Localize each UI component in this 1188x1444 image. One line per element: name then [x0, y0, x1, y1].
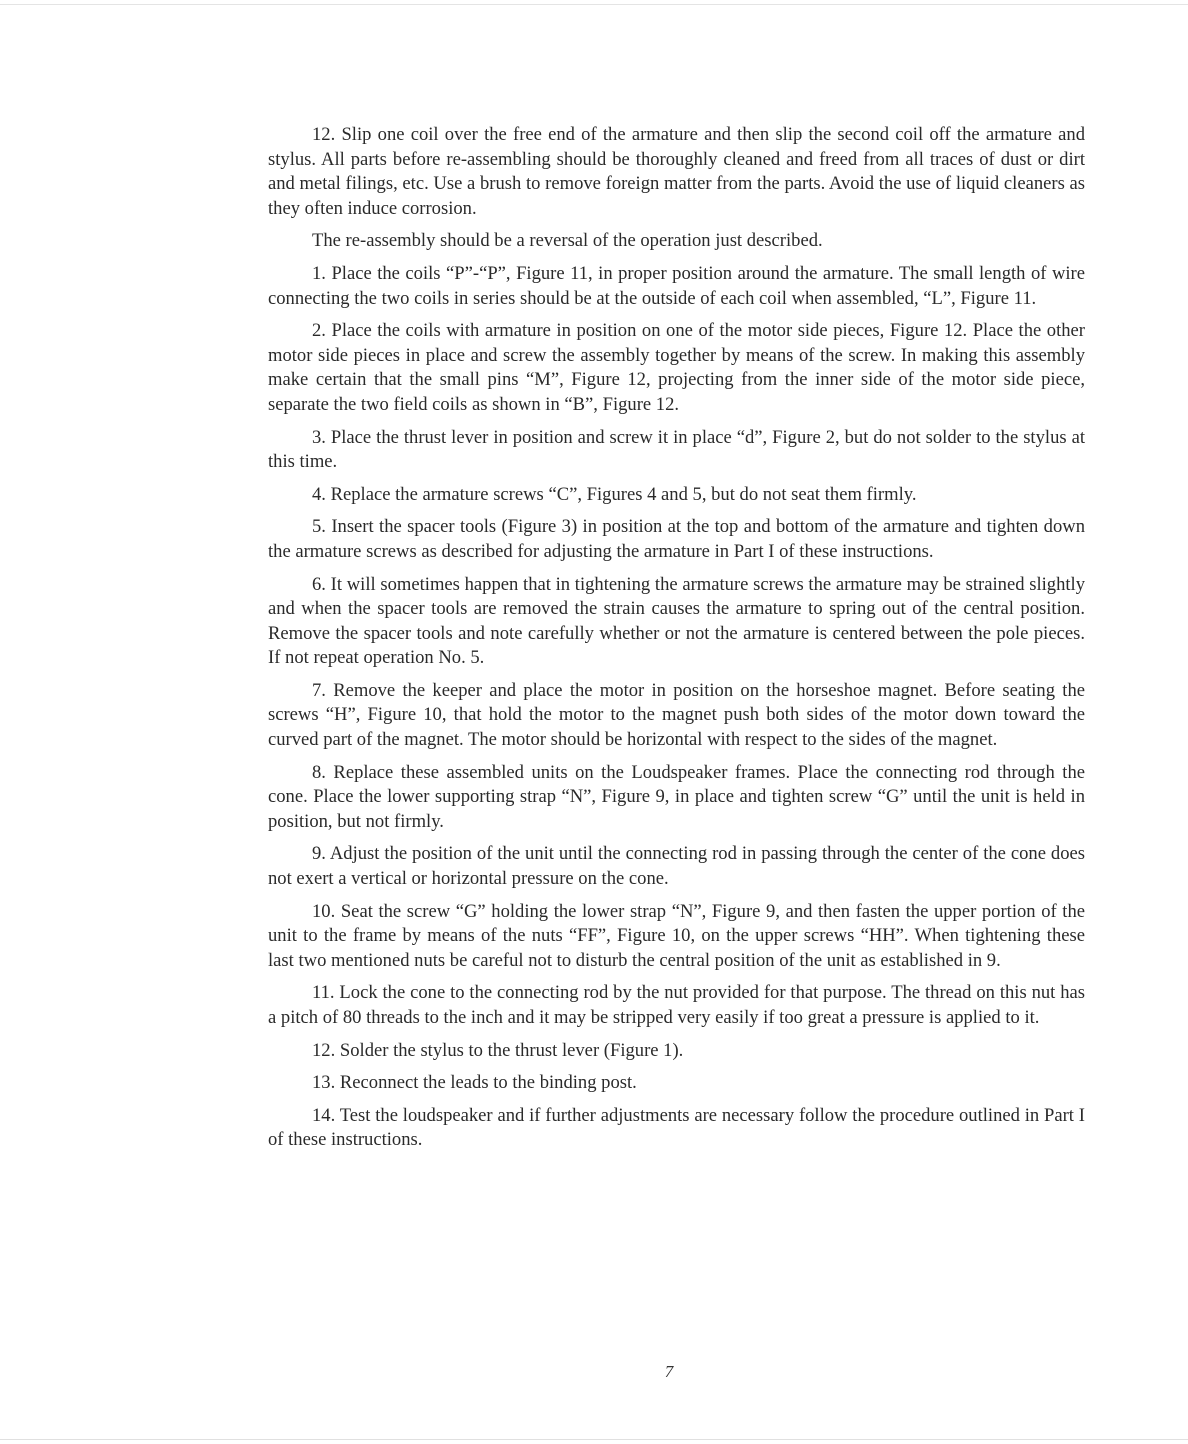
paragraph-step-11: 11. Lock the cone to the connecting rod by the nut provided for that purpose. The thread on this nut has a pitch of 80 threads to the inch and it may be stripped very easily if too great a pressure is applied to it. [268, 982, 1085, 1028]
top-scan-edge [0, 4, 1188, 5]
paragraph-step-12-disassembly: 12. Slip one coil over the free end of the armature and then slip the second coil off the armature and stylus. All parts before re-assembling should be thoroughly cleaned and freed from all traces of dust or dirt and metal filings, etc. Use a brush to remove foreign matter from the parts. Avoid the use of liquid cleaners as they often induce corrosion. [268, 124, 1085, 219]
page-number: 7 [664, 1362, 674, 1381]
paragraph-step-14: 14. Test the loudspeaker and if further adjustments are necessary follow the procedure outlined in Part I of these instructions. [268, 1104, 1085, 1151]
paragraph-step-2: 2. Place the coils with armature in position on one of the motor side pieces, Figure 12. Place the other motor side pieces in place and screw the assembly together by means of the screw. In making this assembly make certain that the small pins “M”, Figure 12, projecting from the inner side of the motor side piece, separate the two field coils as shown in “B”, Figure 12. [268, 320, 1085, 415]
bottom-scan-edge [0, 1439, 1188, 1440]
paragraph-step-5: 5. Insert the spacer tools (Figure 3) in position at the top and bottom of the armature and tighten down the armature screws as described for adjusting the armature in Part I of these instructions. [268, 516, 1085, 562]
document-body [268, 123, 1085, 1161]
paragraph-step-8: 8. Replace these assembled units on the Loudspeaker frames. Place the connecting rod through the cone. Place the lower supporting strap “N”, Figure 9, in place and tighten screw “G” until the unit is held in position, but not firmly. [268, 761, 1085, 832]
paragraph-reassembly-intro: The re-assembly should be a reversal of the operation just described. [312, 230, 823, 252]
paragraph-step-12: 12. Solder the stylus to the thrust lever (Figure 1). [312, 1039, 684, 1061]
paragraph-step-6: 6. It will sometimes happen that in tightening the armature screws the armature may be strained slightly and when the spacer tools are removed the strain causes the armature to spring out of the central position. Remove the spacer tools and note carefully whether or not the armature is centered between the pole pieces. If not repeat operation No. 5. [268, 573, 1085, 669]
paragraph-step-3: 3. Place the thrust lever in position and screw it in place “d”, Figure 2, but do not solder to the stylus at this time. [268, 426, 1085, 473]
paragraph-step-13: 13. Reconnect the leads to the binding post. [312, 1072, 637, 1094]
paragraph-step-4: 4. Replace the armature screws “C”, Figures 4 and 5, but do not seat them firmly. [312, 483, 917, 505]
paragraph-step-1: 1. Place the coils “P”-“P”, Figure 11, in proper position around the armature. The small length of wire connecting the two coils in series should be at the outside of each coil when assembled, “L”, Figure 11. [268, 262, 1085, 309]
paragraph-step-10: 10. Seat the screw “G” holding the lower strap “N”, Figure 9, and then fasten the upper portion of the unit to the frame by means of the nuts “FF”, Figure 10, on the upper screws “HH”. When tightening these last two mentioned nuts be careful not to disturb the central position of the unit as established in 9. [268, 900, 1085, 971]
paragraph-step-7: 7. Remove the keeper and place the motor in position on the horseshoe magnet. Before seating the screws “H”, Figure 10, that hold the motor to the magnet push both sides of the motor down toward the curved part of the magnet. The motor should be horizontal with respect to the sides of the magnet. [268, 679, 1085, 751]
paragraph-step-9: 9. Adjust the position of the unit until the connecting rod in passing through the center of the cone does not exert a vertical or horizontal pressure on the cone. [268, 843, 1085, 890]
